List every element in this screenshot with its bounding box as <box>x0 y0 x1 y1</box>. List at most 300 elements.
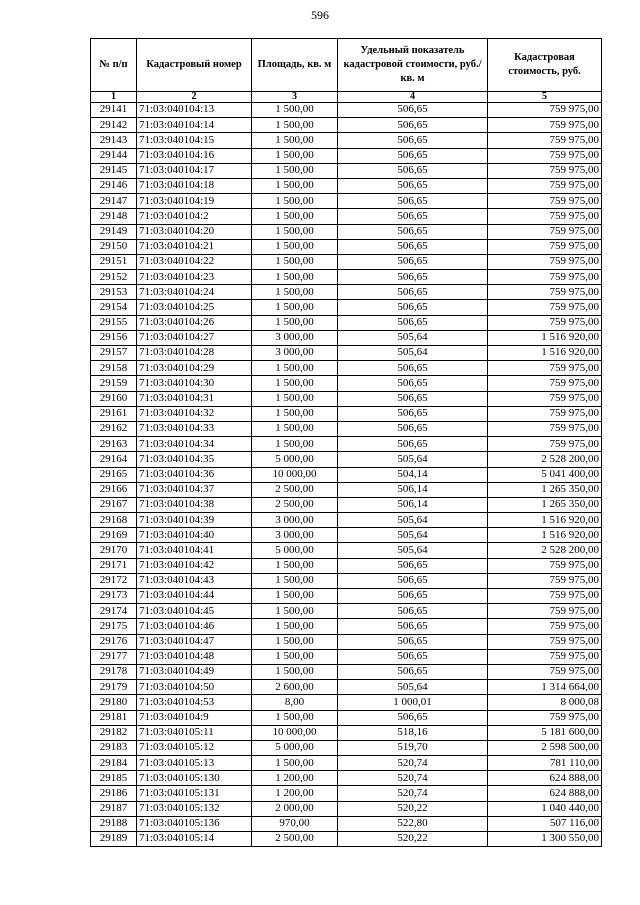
cadastral-number-cell: 71:03:040104:42 <box>137 558 252 573</box>
row-index-cell: 29146 <box>91 178 137 193</box>
specific-value-cell: 506,65 <box>338 285 488 300</box>
table-row <box>91 649 602 664</box>
row-index-cell: 29170 <box>91 543 137 558</box>
row-index-cell: 29145 <box>91 163 137 178</box>
cadastral-cost-cell: 759 975,00 <box>488 589 602 604</box>
row-index-cell: 29182 <box>91 725 137 740</box>
cadastral-cost-cell: 759 975,00 <box>488 619 602 634</box>
cadastral-number-cell: 71:03:040104:27 <box>137 330 252 345</box>
cadastral-cost-cell: 759 975,00 <box>488 664 602 679</box>
row-index-cell: 29166 <box>91 482 137 497</box>
area-cell: 1 500,00 <box>252 118 338 133</box>
specific-value-cell: 506,65 <box>338 224 488 239</box>
row-index-cell: 29163 <box>91 437 137 452</box>
specific-value-cell: 1 000,01 <box>338 695 488 710</box>
table-row <box>91 771 602 786</box>
cadastral-cost-cell: 759 975,00 <box>488 710 602 725</box>
cadastral-cost-cell: 5 181 600,00 <box>488 725 602 740</box>
cadastral-number-cell: 71:03:040104:38 <box>137 497 252 512</box>
specific-value-cell: 506,65 <box>338 118 488 133</box>
cadastral-cost-cell: 759 975,00 <box>488 421 602 436</box>
cadastral-cost-cell: 1 040 440,00 <box>488 801 602 816</box>
row-index-cell: 29168 <box>91 513 137 528</box>
area-cell: 1 500,00 <box>252 178 338 193</box>
specific-value-cell: 522,80 <box>338 816 488 831</box>
area-cell: 1 500,00 <box>252 133 338 148</box>
specific-value-cell: 506,65 <box>338 178 488 193</box>
cadastral-cost-cell: 759 975,00 <box>488 391 602 406</box>
row-index-cell: 29171 <box>91 558 137 573</box>
row-index-cell: 29176 <box>91 634 137 649</box>
cadastral-cost-cell: 781 110,00 <box>488 756 602 771</box>
cadastral-number-cell: 71:03:040104:36 <box>137 467 252 482</box>
table-row <box>91 224 602 239</box>
cadastral-number-cell: 71:03:040104:26 <box>137 315 252 330</box>
cadastral-value-table <box>90 38 602 847</box>
cadastral-cost-cell: 759 975,00 <box>488 376 602 391</box>
area-cell: 1 500,00 <box>252 604 338 619</box>
specific-value-cell: 520,22 <box>338 801 488 816</box>
row-index-cell: 29187 <box>91 801 137 816</box>
table-row <box>91 148 602 163</box>
cadastral-cost-cell: 759 975,00 <box>488 133 602 148</box>
cadastral-cost-cell: 1 516 920,00 <box>488 346 602 361</box>
table-row <box>91 467 602 482</box>
cadastral-cost-cell: 5 041 400,00 <box>488 467 602 482</box>
row-index-cell: 29141 <box>91 103 137 118</box>
table-row <box>91 452 602 467</box>
area-cell: 8,00 <box>252 695 338 710</box>
area-cell: 1 500,00 <box>252 756 338 771</box>
cadastral-number-cell: 71:03:040104:21 <box>137 239 252 254</box>
cadastral-number-cell: 71:03:040105:132 <box>137 801 252 816</box>
specific-value-cell: 506,65 <box>338 376 488 391</box>
table-row <box>91 315 602 330</box>
row-index-cell: 29165 <box>91 467 137 482</box>
row-index-cell: 29161 <box>91 406 137 421</box>
table-row <box>91 133 602 148</box>
specific-value-cell: 506,65 <box>338 604 488 619</box>
area-cell: 1 500,00 <box>252 163 338 178</box>
specific-value-cell: 506,65 <box>338 300 488 315</box>
specific-value-cell: 506,65 <box>338 270 488 285</box>
specific-value-cell: 520,22 <box>338 832 488 847</box>
area-cell: 1 500,00 <box>252 239 338 254</box>
table-row <box>91 300 602 315</box>
cadastral-number-cell: 71:03:040104:14 <box>137 118 252 133</box>
area-cell: 1 500,00 <box>252 194 338 209</box>
table-row <box>91 421 602 436</box>
cadastral-cost-cell: 759 975,00 <box>488 239 602 254</box>
cadastral-number-cell: 71:03:040105:13 <box>137 756 252 771</box>
specific-value-cell: 506,65 <box>338 406 488 421</box>
area-cell: 3 000,00 <box>252 528 338 543</box>
area-cell: 1 500,00 <box>252 300 338 315</box>
cadastral-number-cell: 71:03:040105:131 <box>137 786 252 801</box>
specific-value-cell: 506,65 <box>338 437 488 452</box>
specific-value-cell: 520,74 <box>338 771 488 786</box>
cadastral-number-cell: 71:03:040104:15 <box>137 133 252 148</box>
cadastral-number-cell: 71:03:040104:31 <box>137 391 252 406</box>
area-cell: 1 500,00 <box>252 573 338 588</box>
cadastral-number-cell: 71:03:040104:37 <box>137 482 252 497</box>
table-header-row <box>91 39 602 92</box>
cadastral-cost-cell: 759 975,00 <box>488 285 602 300</box>
area-cell: 2 500,00 <box>252 482 338 497</box>
table-row <box>91 710 602 725</box>
table-row <box>91 816 602 831</box>
specific-value-cell: 506,65 <box>338 634 488 649</box>
cadastral-cost-cell: 624 888,00 <box>488 771 602 786</box>
cadastral-number-cell: 71:03:040104:40 <box>137 528 252 543</box>
cadastral-cost-cell: 759 975,00 <box>488 224 602 239</box>
area-cell: 1 200,00 <box>252 771 338 786</box>
area-cell: 10 000,00 <box>252 467 338 482</box>
specific-value-cell: 506,65 <box>338 589 488 604</box>
area-cell: 1 200,00 <box>252 786 338 801</box>
area-cell: 2 000,00 <box>252 801 338 816</box>
cadastral-number-cell: 71:03:040104:22 <box>137 254 252 269</box>
cadastral-number-cell: 71:03:040104:17 <box>137 163 252 178</box>
table-row <box>91 740 602 755</box>
row-index-cell: 29154 <box>91 300 137 315</box>
cadastral-cost-cell: 1 516 920,00 <box>488 513 602 528</box>
cadastral-cost-cell: 8 000,08 <box>488 695 602 710</box>
table-row <box>91 361 602 376</box>
specific-value-cell: 506,65 <box>338 254 488 269</box>
table-row <box>91 391 602 406</box>
cadastral-number-cell: 71:03:040104:28 <box>137 346 252 361</box>
table-row <box>91 634 602 649</box>
specific-value-cell: 506,65 <box>338 649 488 664</box>
cadastral-number-cell: 71:03:040104:16 <box>137 148 252 163</box>
area-cell: 970,00 <box>252 816 338 831</box>
cadastral-cost-cell: 1 314 664,00 <box>488 680 602 695</box>
area-cell: 1 500,00 <box>252 270 338 285</box>
column-header-area: Площадь, кв. м <box>252 39 338 92</box>
row-index-cell: 29174 <box>91 604 137 619</box>
table-row <box>91 589 602 604</box>
cadastral-cost-cell: 759 975,00 <box>488 118 602 133</box>
cadastral-number-cell: 71:03:040104:48 <box>137 649 252 664</box>
specific-value-cell: 519,70 <box>338 740 488 755</box>
specific-value-cell: 506,65 <box>338 194 488 209</box>
cadastral-number-cell: 71:03:040104:46 <box>137 619 252 634</box>
row-index-cell: 29150 <box>91 239 137 254</box>
specific-value-cell: 505,64 <box>338 330 488 345</box>
row-index-cell: 29169 <box>91 528 137 543</box>
area-cell: 1 500,00 <box>252 315 338 330</box>
table-row <box>91 786 602 801</box>
specific-value-cell: 506,65 <box>338 710 488 725</box>
row-index-cell: 29183 <box>91 740 137 755</box>
cadastral-cost-cell: 759 975,00 <box>488 634 602 649</box>
area-cell: 2 500,00 <box>252 497 338 512</box>
cadastral-cost-cell: 759 975,00 <box>488 558 602 573</box>
specific-value-cell: 506,65 <box>338 133 488 148</box>
cadastral-number-cell: 71:03:040104:2 <box>137 209 252 224</box>
table-row <box>91 103 602 118</box>
cadastral-number-cell: 71:03:040105:136 <box>137 816 252 831</box>
row-index-cell: 29172 <box>91 573 137 588</box>
specific-value-cell: 506,65 <box>338 148 488 163</box>
cadastral-cost-cell: 759 975,00 <box>488 148 602 163</box>
row-index-cell: 29164 <box>91 452 137 467</box>
cadastral-number-cell: 71:03:040104:18 <box>137 178 252 193</box>
column-number: 4 <box>338 92 488 103</box>
row-index-cell: 29175 <box>91 619 137 634</box>
cadastral-cost-cell: 624 888,00 <box>488 786 602 801</box>
cadastral-number-cell: 71:03:040104:47 <box>137 634 252 649</box>
cadastral-number-cell: 71:03:040104:30 <box>137 376 252 391</box>
cadastral-number-cell: 71:03:040104:45 <box>137 604 252 619</box>
row-index-cell: 29181 <box>91 710 137 725</box>
cadastral-number-cell: 71:03:040104:39 <box>137 513 252 528</box>
area-cell: 1 500,00 <box>252 209 338 224</box>
cadastral-number-cell: 71:03:040104:33 <box>137 421 252 436</box>
row-index-cell: 29186 <box>91 786 137 801</box>
cadastral-number-cell: 71:03:040105:14 <box>137 832 252 847</box>
area-cell: 1 500,00 <box>252 406 338 421</box>
cadastral-number-cell: 71:03:040104:44 <box>137 589 252 604</box>
row-index-cell: 29142 <box>91 118 137 133</box>
row-index-cell: 29180 <box>91 695 137 710</box>
area-cell: 1 500,00 <box>252 361 338 376</box>
table-row <box>91 801 602 816</box>
specific-value-cell: 506,65 <box>338 619 488 634</box>
column-number: 5 <box>488 92 602 103</box>
cadastral-cost-cell: 759 975,00 <box>488 178 602 193</box>
row-index-cell: 29160 <box>91 391 137 406</box>
row-index-cell: 29143 <box>91 133 137 148</box>
specific-value-cell: 506,65 <box>338 239 488 254</box>
cadastral-cost-cell: 2 528 200,00 <box>488 543 602 558</box>
row-index-cell: 29159 <box>91 376 137 391</box>
page-number: 596 <box>311 8 329 22</box>
row-index-cell: 29153 <box>91 285 137 300</box>
table-row <box>91 376 602 391</box>
table-row <box>91 118 602 133</box>
area-cell: 1 500,00 <box>252 634 338 649</box>
cadastral-number-cell: 71:03:040104:32 <box>137 406 252 421</box>
table-row <box>91 664 602 679</box>
cadastral-number-cell: 71:03:040104:49 <box>137 664 252 679</box>
table-row <box>91 178 602 193</box>
table-row <box>91 330 602 345</box>
cadastral-cost-cell: 1 265 350,00 <box>488 482 602 497</box>
cadastral-number-cell: 71:03:040104:24 <box>137 285 252 300</box>
cadastral-cost-cell: 759 975,00 <box>488 163 602 178</box>
table-row <box>91 832 602 847</box>
row-index-cell: 29167 <box>91 497 137 512</box>
cadastral-number-cell: 71:03:040104:34 <box>137 437 252 452</box>
area-cell: 3 000,00 <box>252 513 338 528</box>
cadastral-cost-cell: 1 516 920,00 <box>488 330 602 345</box>
column-header-specific-value: Удельный показатель кадастровой стоимости, руб./кв. м <box>338 39 488 92</box>
specific-value-cell: 506,65 <box>338 391 488 406</box>
table-row <box>91 513 602 528</box>
table-row <box>91 543 602 558</box>
row-index-cell: 29156 <box>91 330 137 345</box>
row-index-cell: 29189 <box>91 832 137 847</box>
cadastral-number-cell: 71:03:040104:13 <box>137 103 252 118</box>
cadastral-number-cell: 71:03:040104:29 <box>137 361 252 376</box>
area-cell: 2 500,00 <box>252 832 338 847</box>
specific-value-cell: 506,65 <box>338 573 488 588</box>
cadastral-cost-cell: 759 975,00 <box>488 573 602 588</box>
cadastral-cost-cell: 759 975,00 <box>488 649 602 664</box>
cadastral-cost-cell: 1 516 920,00 <box>488 528 602 543</box>
cadastral-cost-cell: 2 528 200,00 <box>488 452 602 467</box>
row-index-cell: 29188 <box>91 816 137 831</box>
cadastral-number-cell: 71:03:040104:41 <box>137 543 252 558</box>
specific-value-cell: 504,14 <box>338 467 488 482</box>
specific-value-cell: 506,65 <box>338 163 488 178</box>
table-row <box>91 558 602 573</box>
area-cell: 5 000,00 <box>252 740 338 755</box>
cadastral-cost-cell: 507 116,00 <box>488 816 602 831</box>
table-row <box>91 756 602 771</box>
area-cell: 1 500,00 <box>252 224 338 239</box>
area-cell: 1 500,00 <box>252 285 338 300</box>
cadastral-cost-cell: 1 300 550,00 <box>488 832 602 847</box>
table-body <box>91 103 602 847</box>
column-number-row <box>91 92 602 103</box>
specific-value-cell: 505,64 <box>338 528 488 543</box>
specific-value-cell: 506,65 <box>338 421 488 436</box>
row-index-cell: 29152 <box>91 270 137 285</box>
cadastral-cost-cell: 759 975,00 <box>488 194 602 209</box>
cadastral-cost-cell: 759 975,00 <box>488 604 602 619</box>
area-cell: 1 500,00 <box>252 589 338 604</box>
cadastral-cost-cell: 759 975,00 <box>488 315 602 330</box>
table-row <box>91 346 602 361</box>
cadastral-cost-cell: 759 975,00 <box>488 254 602 269</box>
area-cell: 1 500,00 <box>252 421 338 436</box>
area-cell: 1 500,00 <box>252 103 338 118</box>
area-cell: 1 500,00 <box>252 649 338 664</box>
cadastral-number-cell: 71:03:040105:12 <box>137 740 252 755</box>
specific-value-cell: 506,65 <box>338 558 488 573</box>
row-index-cell: 29184 <box>91 756 137 771</box>
cadastral-number-cell: 71:03:040104:50 <box>137 680 252 695</box>
row-index-cell: 29155 <box>91 315 137 330</box>
specific-value-cell: 520,74 <box>338 786 488 801</box>
column-header-cadastral-cost: Кадастровая стоимость, руб. <box>488 39 602 92</box>
area-cell: 1 500,00 <box>252 148 338 163</box>
table-row <box>91 239 602 254</box>
cadastral-cost-cell: 759 975,00 <box>488 361 602 376</box>
specific-value-cell: 505,64 <box>338 452 488 467</box>
row-index-cell: 29147 <box>91 194 137 209</box>
specific-value-cell: 506,65 <box>338 664 488 679</box>
column-number: 3 <box>252 92 338 103</box>
specific-value-cell: 506,14 <box>338 482 488 497</box>
table-row <box>91 497 602 512</box>
area-cell: 1 500,00 <box>252 254 338 269</box>
row-index-cell: 29178 <box>91 664 137 679</box>
cadastral-number-cell: 71:03:040104:53 <box>137 695 252 710</box>
area-cell: 2 600,00 <box>252 680 338 695</box>
table-row <box>91 695 602 710</box>
area-cell: 3 000,00 <box>252 346 338 361</box>
specific-value-cell: 505,64 <box>338 346 488 361</box>
cadastral-number-cell: 71:03:040104:23 <box>137 270 252 285</box>
area-cell: 1 500,00 <box>252 437 338 452</box>
cadastral-number-cell: 71:03:040104:19 <box>137 194 252 209</box>
specific-value-cell: 506,65 <box>338 361 488 376</box>
area-cell: 1 500,00 <box>252 376 338 391</box>
cadastral-cost-cell: 1 265 350,00 <box>488 497 602 512</box>
cadastral-cost-cell: 759 975,00 <box>488 437 602 452</box>
row-index-cell: 29151 <box>91 254 137 269</box>
area-cell: 10 000,00 <box>252 725 338 740</box>
table-row <box>91 528 602 543</box>
cadastral-number-cell: 71:03:040104:43 <box>137 573 252 588</box>
table-row <box>91 680 602 695</box>
specific-value-cell: 506,14 <box>338 497 488 512</box>
specific-value-cell: 506,65 <box>338 209 488 224</box>
column-header-cadastral-number: Кадастровый номер <box>137 39 252 92</box>
cadastral-number-cell: 71:03:040104:35 <box>137 452 252 467</box>
area-cell: 1 500,00 <box>252 710 338 725</box>
table-row <box>91 573 602 588</box>
table-row <box>91 270 602 285</box>
cadastral-number-cell: 71:03:040104:25 <box>137 300 252 315</box>
table-row <box>91 619 602 634</box>
table-row <box>91 604 602 619</box>
area-cell: 1 500,00 <box>252 558 338 573</box>
row-index-cell: 29173 <box>91 589 137 604</box>
row-index-cell: 29144 <box>91 148 137 163</box>
specific-value-cell: 506,65 <box>338 103 488 118</box>
column-header-index: № п/п <box>91 39 137 92</box>
column-number: 1 <box>91 92 137 103</box>
area-cell: 5 000,00 <box>252 452 338 467</box>
cadastral-cost-cell: 759 975,00 <box>488 103 602 118</box>
row-index-cell: 29177 <box>91 649 137 664</box>
specific-value-cell: 506,65 <box>338 315 488 330</box>
column-number: 2 <box>137 92 252 103</box>
row-index-cell: 29185 <box>91 771 137 786</box>
area-cell: 1 500,00 <box>252 619 338 634</box>
table-row <box>91 725 602 740</box>
specific-value-cell: 505,64 <box>338 513 488 528</box>
area-cell: 1 500,00 <box>252 391 338 406</box>
row-index-cell: 29157 <box>91 346 137 361</box>
cadastral-cost-cell: 759 975,00 <box>488 300 602 315</box>
specific-value-cell: 505,64 <box>338 680 488 695</box>
table-row <box>91 163 602 178</box>
table-row <box>91 254 602 269</box>
row-index-cell: 29158 <box>91 361 137 376</box>
cadastral-cost-cell: 759 975,00 <box>488 209 602 224</box>
cadastral-cost-cell: 2 598 500,00 <box>488 740 602 755</box>
area-cell: 3 000,00 <box>252 330 338 345</box>
cadastral-number-cell: 71:03:040104:9 <box>137 710 252 725</box>
row-index-cell: 29162 <box>91 421 137 436</box>
area-cell: 5 000,00 <box>252 543 338 558</box>
area-cell: 1 500,00 <box>252 664 338 679</box>
table-row <box>91 209 602 224</box>
row-index-cell: 29148 <box>91 209 137 224</box>
table-row <box>91 285 602 300</box>
row-index-cell: 29179 <box>91 680 137 695</box>
cadastral-number-cell: 71:03:040104:20 <box>137 224 252 239</box>
specific-value-cell: 518,16 <box>338 725 488 740</box>
specific-value-cell: 505,64 <box>338 543 488 558</box>
table-row <box>91 194 602 209</box>
